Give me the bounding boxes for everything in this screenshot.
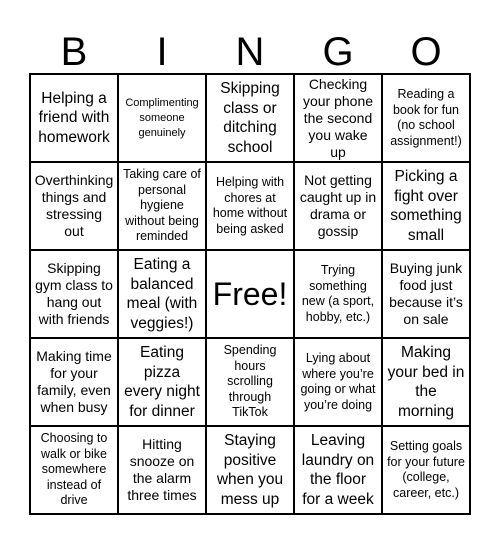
cell-text: Helping with chores at home without being asked (212, 175, 288, 236)
cell-text: Lying about where you’re going or what you’re doing (300, 351, 376, 412)
cell-text: Spending hours scrolling through TikTok (223, 343, 277, 420)
bingo-cell[interactable] (118, 426, 206, 514)
header-letter-n: N (235, 30, 265, 74)
bingo-cell[interactable] (30, 338, 118, 426)
bingo-cell[interactable] (206, 162, 294, 250)
bingo-cell[interactable] (30, 74, 118, 162)
header-letter-i: I (156, 30, 168, 74)
header-letter-g: G (322, 30, 354, 74)
bingo-cell[interactable] (382, 426, 470, 514)
cell-text: Eating a balanced meal (with veggies!) (126, 256, 198, 332)
bingo-cell[interactable] (206, 426, 294, 514)
bingo-cell[interactable] (294, 250, 382, 338)
cell-text: Leaving laundry on the floor for a week (301, 432, 375, 508)
bingo-cell[interactable] (118, 162, 206, 250)
cell-text: Checking your phone the second you wake up (302, 75, 374, 160)
bingo-cell[interactable] (382, 162, 470, 250)
bingo-cell[interactable] (206, 74, 294, 162)
bingo-cell[interactable] (294, 426, 382, 514)
cell-text: Eating pizza every night for dinner (124, 344, 200, 420)
bingo-cell[interactable] (294, 74, 382, 162)
bingo-cell[interactable] (382, 338, 470, 426)
free-space-text: Free! (212, 276, 288, 312)
cell-text: Overthinking things and stressing out (34, 172, 114, 239)
cell-text: Choosing to walk or bike somewhere instead of drive (40, 431, 108, 508)
bingo-cell[interactable] (382, 250, 470, 338)
cell-text: Taking care of personal hygiene without being reminded (123, 167, 201, 244)
bingo-cell[interactable] (30, 250, 118, 338)
cell-text: Not getting caught up in drama or gossip (299, 172, 377, 239)
cell-text: Buying junk food just because it’s on sale (389, 260, 463, 327)
cell-text: Hitting snooze on the alarm three times (127, 436, 197, 503)
header-letter-b: B (60, 30, 88, 74)
cell-text: Making your bed in the morning (387, 344, 465, 420)
bingo-cell-free[interactable] (206, 250, 294, 338)
cell-text: Making time for your family, even when busy (36, 348, 112, 415)
bingo-board (29, 73, 471, 515)
bingo-cell[interactable] (30, 162, 118, 250)
cell-text: Helping a friend with homework (38, 89, 110, 146)
bingo-header (30, 30, 470, 74)
cell-text: Reading a book for fun (no school assignment!) (390, 87, 462, 148)
cell-text: Picking a fight over something small (390, 168, 462, 244)
bingo-cell[interactable] (118, 338, 206, 426)
header-letter-o: O (410, 30, 442, 74)
cell-text: Setting goals for your future (college, career, etc.) (387, 439, 465, 500)
cell-text: Complimenting someone genuinely (125, 96, 199, 139)
cell-text: Trying something new (a sport, hobby, etc.) (301, 263, 375, 324)
cell-text: Skipping gym class to hang out with friends (35, 260, 113, 327)
bingo-cell[interactable] (382, 74, 470, 162)
bingo-cell[interactable] (206, 338, 294, 426)
cell-text: Staying positive when you mess up (216, 432, 284, 508)
bingo-cell[interactable] (294, 162, 382, 250)
cell-text: Skipping class or ditching school (220, 80, 280, 156)
bingo-cell[interactable] (118, 74, 206, 162)
bingo-cell[interactable] (294, 338, 382, 426)
bingo-cell[interactable] (118, 250, 206, 338)
bingo-cell[interactable] (30, 426, 118, 514)
